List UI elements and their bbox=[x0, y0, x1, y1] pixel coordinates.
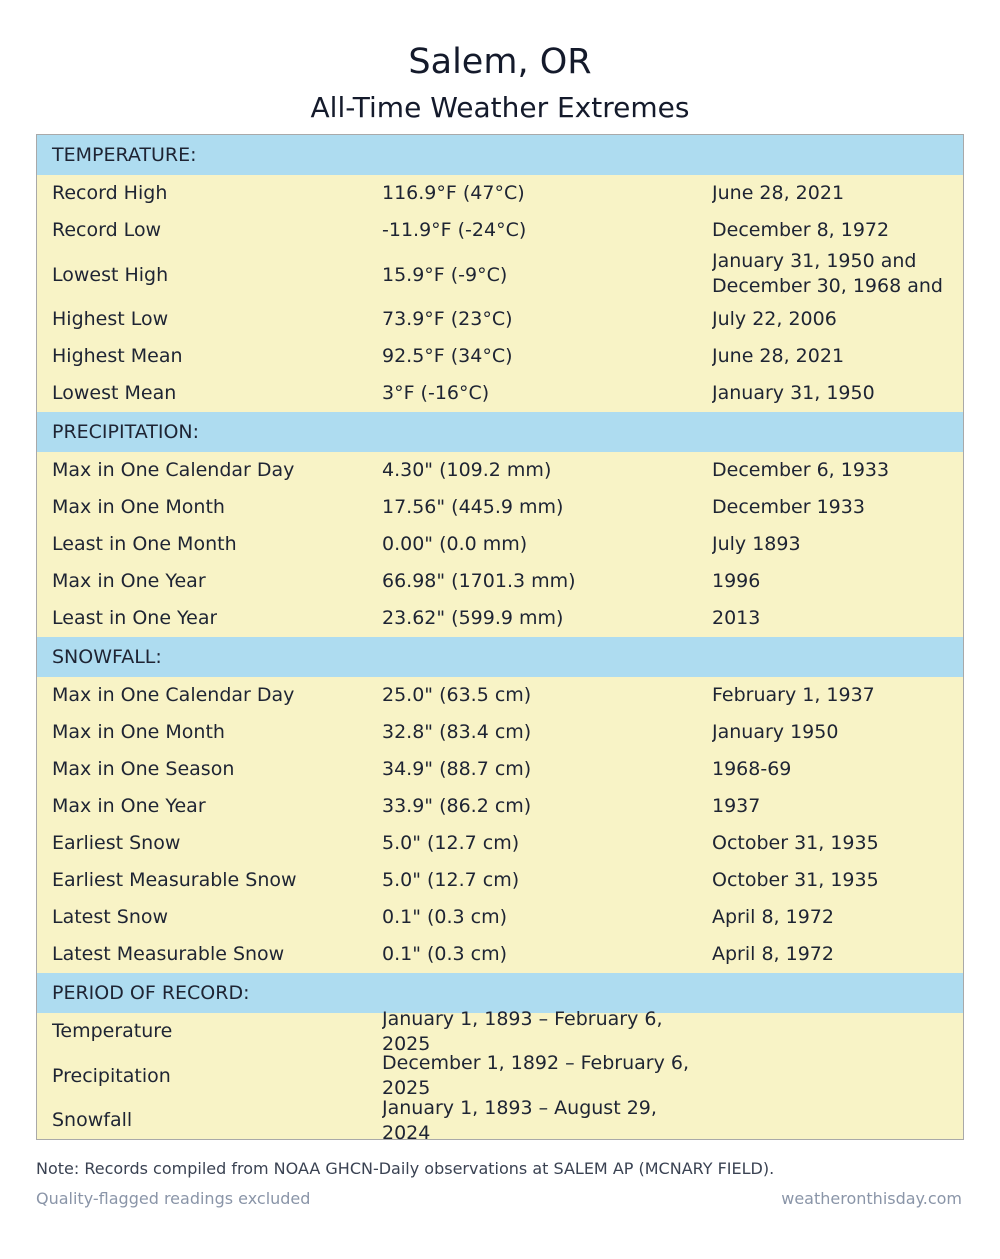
table-row bbox=[37, 563, 963, 600]
record-date: October 31, 1935 bbox=[712, 832, 879, 854]
record-date: January 31, 1950 bbox=[712, 382, 875, 404]
record-date-cell bbox=[712, 677, 957, 714]
record-label-cell bbox=[52, 714, 372, 751]
record-label-cell bbox=[52, 452, 372, 489]
table-row bbox=[37, 175, 963, 212]
record-label-cell bbox=[52, 1050, 372, 1102]
page-title: Salem, OR bbox=[408, 42, 592, 82]
record-label: Temperature bbox=[52, 1020, 173, 1042]
record-date: April 8, 1972 bbox=[712, 943, 834, 965]
record-date-cell bbox=[712, 249, 957, 301]
record-label: Latest Snow bbox=[52, 906, 169, 928]
record-label: Highest Mean bbox=[52, 345, 183, 367]
record-label-cell bbox=[52, 526, 372, 563]
table-row bbox=[37, 899, 963, 936]
table-row bbox=[37, 936, 963, 973]
section-rows bbox=[37, 1007, 963, 1144]
table-row bbox=[37, 714, 963, 751]
record-label-cell bbox=[52, 175, 372, 212]
record-label: Max in One Season bbox=[52, 758, 235, 780]
record-date-cell bbox=[712, 862, 957, 899]
record-date-cell bbox=[712, 375, 957, 412]
record-value: -11.9°F (-24°C) bbox=[382, 219, 527, 241]
record-value: 25.0" (63.5 cm) bbox=[382, 684, 532, 706]
table-row bbox=[37, 375, 963, 412]
table-row bbox=[37, 301, 963, 338]
record-label-cell bbox=[52, 375, 372, 412]
record-value-cell bbox=[382, 936, 707, 973]
record-label-cell bbox=[52, 862, 372, 899]
record-label-cell bbox=[52, 563, 372, 600]
record-date: April 8, 1972 bbox=[712, 906, 834, 928]
record-value: 0.00" (0.0 mm) bbox=[382, 533, 528, 555]
record-date: June 28, 2021 bbox=[712, 345, 845, 367]
record-value: January 1, 1893 – February 6, 2025 bbox=[382, 1007, 663, 1055]
record-date-cell bbox=[712, 899, 957, 936]
record-value: 116.9°F (47°C) bbox=[382, 182, 525, 204]
record-value: 66.98" (1701.3 mm) bbox=[382, 570, 576, 592]
record-label: Max in One Month bbox=[52, 496, 225, 518]
record-value-cell bbox=[382, 175, 707, 212]
record-value: 33.9" (86.2 cm) bbox=[382, 795, 532, 817]
table-row bbox=[37, 1050, 963, 1102]
record-date: June 28, 2021 bbox=[712, 182, 845, 204]
table-row bbox=[37, 249, 963, 301]
record-label-cell bbox=[52, 788, 372, 825]
record-label-cell bbox=[52, 899, 372, 936]
section-header: SNOWFALL: bbox=[37, 637, 963, 677]
record-date: January 31, 1950 and December 30, 1968 and bbox=[712, 250, 943, 297]
record-label: Least in One Month bbox=[52, 533, 237, 555]
record-date: December 6, 1933 bbox=[712, 459, 890, 481]
record-value-cell bbox=[382, 563, 707, 600]
record-value-cell bbox=[382, 714, 707, 751]
record-value-cell bbox=[382, 788, 707, 825]
record-label: Lowest Mean bbox=[52, 382, 177, 404]
record-date: 2013 bbox=[712, 607, 761, 629]
record-label-cell bbox=[52, 301, 372, 338]
table-row bbox=[37, 526, 963, 563]
record-label: Lowest High bbox=[52, 263, 169, 286]
table-row bbox=[37, 677, 963, 714]
record-value-cell bbox=[382, 600, 707, 637]
table-row bbox=[37, 862, 963, 899]
record-label: Snowfall bbox=[52, 1109, 133, 1131]
record-date-cell bbox=[712, 825, 957, 862]
footnote: Note: Records compiled from NOAA GHCN-Daily observations at SALEM AP (MCNARY FIELD). bbox=[36, 1159, 775, 1178]
record-value-cell bbox=[382, 862, 707, 899]
record-label-cell bbox=[52, 212, 372, 249]
table-row bbox=[37, 1096, 963, 1144]
record-value-cell bbox=[382, 375, 707, 412]
table-row bbox=[37, 825, 963, 862]
record-value-cell bbox=[382, 1007, 707, 1055]
record-label: Max in One Month bbox=[52, 721, 225, 743]
record-date: December 1933 bbox=[712, 496, 865, 518]
record-value: 5.0" (12.7 cm) bbox=[382, 832, 520, 854]
record-value: 15.9°F (-9°C) bbox=[382, 263, 508, 286]
record-label: Latest Measurable Snow bbox=[52, 943, 285, 965]
record-value-cell bbox=[382, 301, 707, 338]
record-date: July 22, 2006 bbox=[712, 308, 837, 330]
record-date: July 1893 bbox=[712, 533, 801, 555]
record-value-cell bbox=[382, 212, 707, 249]
section-rows bbox=[37, 175, 963, 412]
record-label-cell bbox=[52, 1013, 372, 1050]
record-value-cell bbox=[382, 1050, 707, 1102]
table-row bbox=[37, 212, 963, 249]
site-credit: weatheronthisday.com bbox=[781, 1189, 962, 1208]
record-date-cell bbox=[712, 600, 957, 637]
record-value: 34.9" (88.7 cm) bbox=[382, 758, 532, 780]
table-row bbox=[37, 1007, 963, 1055]
record-date: 1937 bbox=[712, 795, 761, 817]
record-date: 1996 bbox=[712, 570, 761, 592]
record-value-cell bbox=[382, 452, 707, 489]
table-row bbox=[37, 788, 963, 825]
record-value-cell bbox=[382, 751, 707, 788]
record-date-cell bbox=[712, 301, 957, 338]
record-label: Highest Low bbox=[52, 308, 169, 330]
record-date: October 31, 1935 bbox=[712, 869, 879, 891]
record-value: 32.8" (83.4 cm) bbox=[382, 721, 532, 743]
record-value-cell bbox=[382, 825, 707, 862]
section-header: TEMPERATURE: bbox=[37, 135, 963, 175]
record-label: Record High bbox=[52, 182, 168, 204]
table-row bbox=[37, 751, 963, 788]
record-value: 4.30" (109.2 mm) bbox=[382, 459, 552, 481]
record-date: February 1, 1937 bbox=[712, 684, 875, 706]
record-value: December 1, 1892 – February 6, 2025 bbox=[382, 1052, 690, 1099]
section-rows bbox=[37, 452, 963, 637]
record-date-cell bbox=[712, 788, 957, 825]
quality-note: Quality-flagged readings excluded bbox=[36, 1189, 311, 1208]
record-date-cell bbox=[712, 175, 957, 212]
record-label-cell bbox=[52, 249, 372, 301]
section-rows bbox=[37, 677, 963, 973]
record-label-cell bbox=[52, 600, 372, 637]
record-label-cell bbox=[52, 1102, 372, 1139]
record-label: Record Low bbox=[52, 219, 162, 241]
record-value: 0.1" (0.3 cm) bbox=[382, 906, 508, 928]
table-row bbox=[37, 338, 963, 375]
record-value: 23.62" (599.9 mm) bbox=[382, 607, 564, 629]
record-label: Precipitation bbox=[52, 1064, 171, 1087]
record-value-cell bbox=[382, 489, 707, 526]
record-label: Earliest Measurable Snow bbox=[52, 869, 297, 891]
record-date-cell bbox=[712, 212, 957, 249]
record-label: Least in One Year bbox=[52, 607, 218, 629]
record-label: Earliest Snow bbox=[52, 832, 181, 854]
record-date-cell bbox=[712, 1013, 957, 1050]
record-value: 73.9°F (23°C) bbox=[382, 308, 513, 330]
record-date: 1968-69 bbox=[712, 758, 792, 780]
table-row bbox=[37, 600, 963, 637]
record-date-cell bbox=[712, 563, 957, 600]
table-row bbox=[37, 452, 963, 489]
record-date-cell bbox=[712, 452, 957, 489]
record-value-cell bbox=[382, 526, 707, 563]
page-subtitle: All-Time Weather Extremes bbox=[310, 91, 690, 124]
record-label-cell bbox=[52, 489, 372, 526]
record-value-cell bbox=[382, 249, 707, 301]
records-table bbox=[36, 134, 964, 1144]
record-value: 5.0" (12.7 cm) bbox=[382, 869, 520, 891]
record-date: January 1950 bbox=[712, 721, 839, 743]
record-date-cell bbox=[712, 751, 957, 788]
record-date-cell bbox=[712, 1050, 957, 1102]
record-date-cell bbox=[712, 936, 957, 973]
record-date-cell bbox=[712, 1102, 957, 1139]
record-label: Max in One Calendar Day bbox=[52, 459, 295, 481]
record-value: 92.5°F (34°C) bbox=[382, 345, 513, 367]
record-label-cell bbox=[52, 338, 372, 375]
record-date-cell bbox=[712, 489, 957, 526]
record-value-cell bbox=[382, 338, 707, 375]
record-value: January 1, 1893 – August 29, 2024 bbox=[382, 1096, 657, 1144]
section-header: PERIOD OF RECORD: bbox=[37, 973, 963, 1013]
record-label-cell bbox=[52, 936, 372, 973]
record-date-cell bbox=[712, 338, 957, 375]
record-label: Max in One Year bbox=[52, 795, 206, 817]
record-value: 3°F (-16°C) bbox=[382, 382, 490, 404]
record-label-cell bbox=[52, 677, 372, 714]
table-row bbox=[37, 489, 963, 526]
record-value-cell bbox=[382, 1096, 707, 1144]
record-date-cell bbox=[712, 714, 957, 751]
record-label: Max in One Year bbox=[52, 570, 206, 592]
record-date: December 8, 1972 bbox=[712, 219, 890, 241]
record-date-cell bbox=[712, 526, 957, 563]
record-value: 17.56" (445.9 mm) bbox=[382, 496, 564, 518]
record-label-cell bbox=[52, 825, 372, 862]
record-value-cell bbox=[382, 899, 707, 936]
section-header: PRECIPITATION: bbox=[37, 412, 963, 452]
record-value-cell bbox=[382, 677, 707, 714]
record-label: Max in One Calendar Day bbox=[52, 684, 295, 706]
record-label-cell bbox=[52, 751, 372, 788]
record-value: 0.1" (0.3 cm) bbox=[382, 943, 508, 965]
